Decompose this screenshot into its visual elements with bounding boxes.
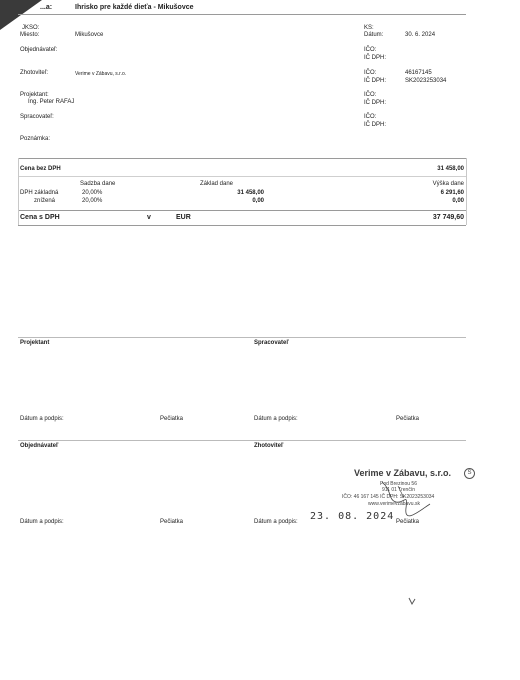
- stamp-ico: IČO: 46 167 145 IČ DPH: SK2023253034: [342, 494, 435, 500]
- sign-top-divider-1: [18, 337, 466, 338]
- price-right-border: [466, 158, 467, 225]
- title-label: ...a:: [40, 4, 53, 11]
- cena-bez-dph-value: 31 458,00: [437, 166, 464, 172]
- datum-podpis-2: Dátum a podpis:: [254, 416, 298, 422]
- peciatka-1: Pečiatka: [160, 416, 184, 422]
- projektant-heading: Projektant: [20, 340, 50, 346]
- peciatka-2: Pečiatka: [396, 416, 420, 422]
- stamp-city: 911 01 Trenčín: [382, 487, 415, 493]
- date-stamp: 23. 08. 2024: [310, 511, 395, 522]
- projektant-icdph-label: IČ DPH:: [364, 100, 387, 106]
- stamp-street: Pod Brezinou 56: [380, 481, 417, 487]
- projektant-label: Projektant:: [20, 92, 49, 98]
- spracovatel-icdph-label: IČ DPH:: [364, 122, 387, 128]
- cena-bez-dph-label: Cena bez DPH: [20, 166, 61, 172]
- stamp-registered-circle: S: [464, 468, 475, 479]
- datum-podpis-3: Dátum a podpis:: [20, 519, 64, 525]
- dph-zakladna-rate: 20,00%: [82, 190, 103, 196]
- objednavatel-heading: Objednávateľ: [20, 443, 59, 449]
- objednavatel-ico-label: IČO:: [364, 47, 377, 53]
- price-left-border: [18, 158, 19, 225]
- header-divider: [18, 14, 466, 15]
- peciatka-3: Pečiatka: [160, 519, 184, 525]
- col-vyska-dane: Výška dane: [432, 181, 464, 187]
- dph-znizena-rate: 20,00%: [82, 198, 103, 204]
- zhotovitel-ico-label: IČO:: [364, 70, 377, 76]
- miesto-label: Miesto:: [20, 32, 40, 38]
- currency: EUR: [176, 214, 191, 221]
- dph-znizena-tax: 0,00: [452, 198, 464, 204]
- projektant-value: Ing. Peter RAFAJ: [28, 99, 75, 105]
- spracovatel-label: Spracovateľ:: [20, 114, 54, 120]
- dph-znizena-label: znížená: [34, 198, 56, 204]
- spracovatel-ico-label: IČO:: [364, 114, 377, 120]
- datum-label: Dátum:: [364, 32, 384, 38]
- peciatka-4: Pečiatka: [396, 519, 420, 525]
- stamp-company-name: Verime v Zábavu, s.r.o.: [354, 468, 452, 478]
- dph-zakladna-base: 31 458,00: [237, 190, 264, 196]
- project-title: Ihrisko pre každé dieťa - Mikušovce: [75, 4, 194, 11]
- cena-s-dph-v: v: [147, 214, 151, 221]
- zhotovitel-label: Zhotoviteľ:: [20, 70, 49, 76]
- zhotovitel-ico-value: 46167145: [405, 70, 432, 76]
- objednavatel-label: Objednávateľ:: [20, 47, 58, 53]
- cena-s-dph-bottom-divider: [18, 225, 466, 226]
- datum-podpis-1: Dátum a podpis:: [20, 416, 64, 422]
- ks-label: KS:: [364, 25, 374, 31]
- datum-podpis-4: Dátum a podpis:: [254, 519, 298, 525]
- sign-top-divider-2: [18, 440, 466, 441]
- projektant-ico-label: IČO:: [364, 92, 377, 98]
- poznamka-label: Poznámka:: [20, 136, 51, 142]
- dph-znizena-base: 0,00: [252, 198, 264, 204]
- jkso-label: JKSO:: [22, 25, 40, 31]
- price-top-divider: [18, 158, 466, 159]
- cena-s-dph-value: 37 749,60: [432, 214, 464, 221]
- cena-s-dph-label: Cena s DPH: [20, 214, 60, 221]
- dph-zakladna-tax: 6 291,60: [440, 190, 464, 196]
- miesto-value: Mikušovce: [75, 32, 104, 38]
- zhotovitel-icdph-value: SK2023253034: [405, 78, 447, 84]
- stamp-web: www.verimevzabavu.sk: [368, 501, 420, 507]
- zhotovitel-value: Verime v Zábavu, s.r.o.: [75, 71, 127, 77]
- objednavatel-icdph-label: IČ DPH:: [364, 55, 387, 61]
- datum-value: 30. 6. 2024: [405, 32, 436, 38]
- col-zaklad-dane: Základ dane: [200, 181, 234, 187]
- dph-zakladna-label: DPH základná: [20, 190, 59, 196]
- col-sadzba-dane: Sadzba dane: [80, 181, 116, 187]
- zhotovitel-icdph-label: IČ DPH:: [364, 78, 387, 84]
- price-subheader-divider: [18, 176, 466, 177]
- cena-s-dph-top-divider: [18, 210, 466, 211]
- zhotovitel-heading: Zhotoviteľ: [254, 443, 284, 449]
- scan-mark-icon: [407, 596, 417, 606]
- spracovatel-heading: Spracovateľ: [254, 340, 289, 346]
